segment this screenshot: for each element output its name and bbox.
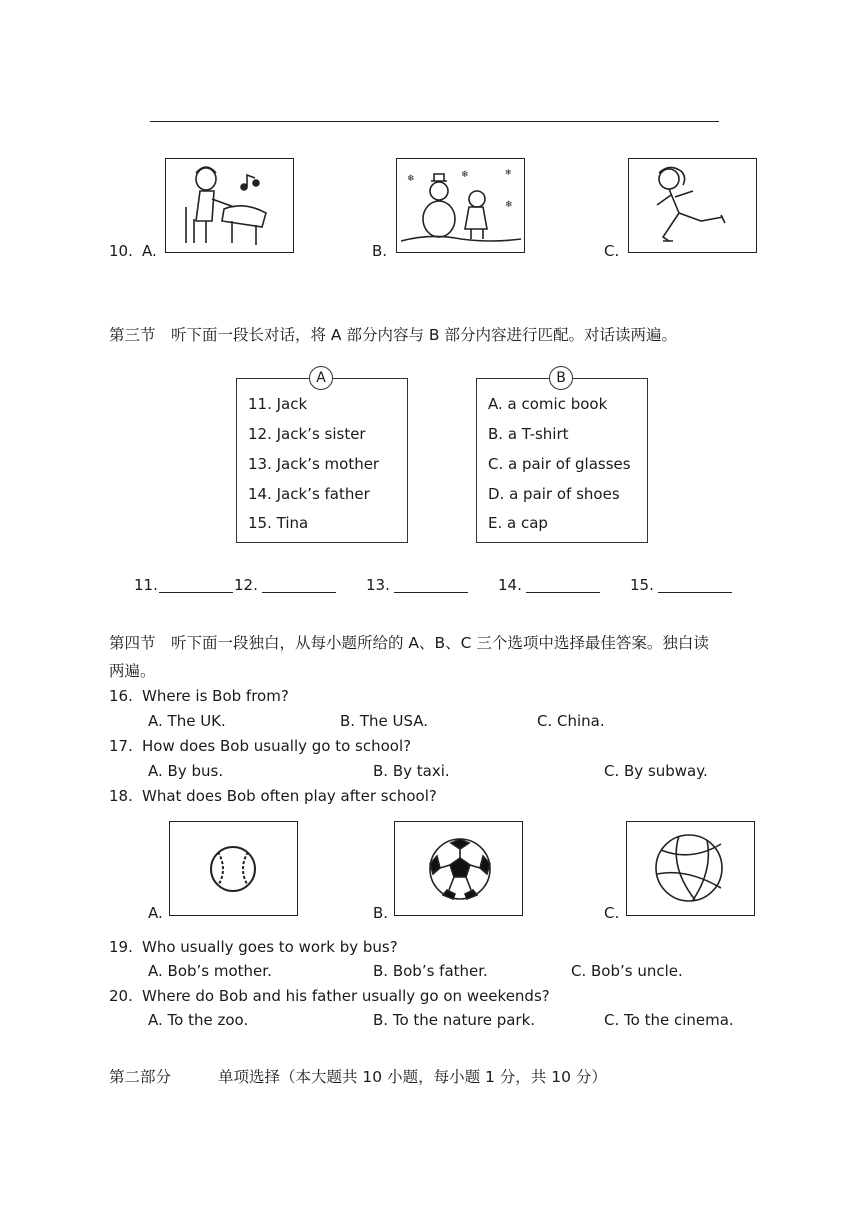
match-box-b bbox=[476, 378, 648, 543]
box-b-item-d: D. a pair of shoes bbox=[488, 485, 620, 503]
answer-12-blank[interactable] bbox=[262, 578, 336, 593]
box-b-item-b: B. a T-shirt bbox=[488, 425, 569, 443]
q18-text: What does Bob often play after school? bbox=[142, 787, 437, 805]
answer-14-label: 14. bbox=[498, 576, 522, 594]
answer-15-label: 15. bbox=[630, 576, 654, 594]
svg-text:❄: ❄ bbox=[505, 168, 512, 177]
baseball-icon bbox=[169, 821, 298, 916]
svg-text:❄: ❄ bbox=[505, 200, 513, 210]
part2-text: 单项选择（本大题共 10 小题，每小题 1 分，共 10 分） bbox=[218, 1068, 607, 1086]
q18-option-c[interactable]: C. bbox=[604, 904, 620, 922]
q17-option-b[interactable]: B. By taxi. bbox=[373, 762, 450, 780]
ice-skating-icon bbox=[628, 158, 757, 253]
top-rule bbox=[150, 121, 719, 122]
box-b-label: B bbox=[549, 366, 573, 390]
svg-text:❄: ❄ bbox=[407, 174, 415, 184]
q20-option-a[interactable]: A. To the zoo. bbox=[148, 1011, 249, 1029]
q10-number: 10. bbox=[109, 242, 133, 260]
section4-heading-line2: 两遍。 bbox=[109, 662, 156, 680]
q17-option-c[interactable]: C. By subway. bbox=[604, 762, 708, 780]
answer-14-blank[interactable] bbox=[526, 578, 600, 593]
answer-13-blank[interactable] bbox=[394, 578, 468, 593]
q10-option-a[interactable]: A. bbox=[142, 242, 157, 260]
box-b-item-e: E. a cap bbox=[488, 514, 548, 532]
q20-number: 20. bbox=[109, 987, 133, 1005]
q17-text: How does Bob usually go to school? bbox=[142, 737, 412, 755]
q18-number: 18. bbox=[109, 787, 133, 805]
snowman-building-icon bbox=[396, 158, 525, 253]
box-a-item-15: 15. Tina bbox=[248, 514, 309, 532]
svg-text:❄: ❄ bbox=[461, 170, 469, 180]
section4-heading-line1: 第四节 听下面一段独白，从每小题所给的 A、B、C 三个选项中选择最佳答案。独白读 bbox=[109, 634, 709, 652]
q17-number: 17. bbox=[109, 737, 133, 755]
q10-option-b[interactable]: B. bbox=[372, 242, 388, 260]
q19-option-c[interactable]: C. Bob’s uncle. bbox=[571, 962, 683, 980]
q16-number: 16. bbox=[109, 687, 133, 705]
q20-option-b[interactable]: B. To the nature park. bbox=[373, 1011, 536, 1029]
q16-text: Where is Bob from? bbox=[142, 687, 289, 705]
answer-13-label: 13. bbox=[366, 576, 390, 594]
q18-option-a[interactable]: A. bbox=[148, 904, 163, 922]
soccer-ball-icon bbox=[394, 821, 523, 916]
basketball-icon bbox=[626, 821, 755, 916]
box-b-item-a: A. a comic book bbox=[488, 395, 608, 413]
box-a-item-14: 14. Jack’s father bbox=[248, 485, 370, 503]
box-b-item-c: C. a pair of glasses bbox=[488, 455, 631, 473]
q16-option-c[interactable]: C. China. bbox=[537, 712, 605, 730]
q19-option-b[interactable]: B. Bob’s father. bbox=[373, 962, 488, 980]
q19-option-a[interactable]: A. Bob’s mother. bbox=[148, 962, 272, 980]
q19-text: Who usually goes to work by bus? bbox=[142, 938, 398, 956]
box-a-item-13: 13. Jack’s mother bbox=[248, 455, 380, 473]
answer-15-blank[interactable] bbox=[658, 578, 732, 593]
q18-option-b[interactable]: B. bbox=[373, 904, 389, 922]
q17-option-a[interactable]: A. By bus. bbox=[148, 762, 224, 780]
q16-option-b[interactable]: B. The USA. bbox=[340, 712, 429, 730]
answer-11-label: 11. bbox=[134, 576, 158, 594]
q20-text: Where do Bob and his father usually go on weekends? bbox=[142, 987, 550, 1005]
q10-option-c[interactable]: C. bbox=[604, 242, 620, 260]
box-a-item-12: 12. Jack’s sister bbox=[248, 425, 366, 443]
box-a-label: A bbox=[309, 366, 333, 390]
section3-heading: 第三节 听下面一段长对话，将 A 部分内容与 B 部分内容进行匹配。对话读两遍。 bbox=[109, 326, 677, 344]
q20-option-c[interactable]: C. To the cinema. bbox=[604, 1011, 734, 1029]
match-box-a bbox=[236, 378, 408, 543]
answer-11-blank[interactable] bbox=[159, 578, 233, 593]
piano-playing-icon bbox=[165, 158, 294, 253]
box-a-item-11: 11. Jack bbox=[248, 395, 308, 413]
part2-title: 第二部分 bbox=[109, 1068, 172, 1086]
q16-option-a[interactable]: A. The UK. bbox=[148, 712, 226, 730]
q19-number: 19. bbox=[109, 938, 133, 956]
answer-12-label: 12. bbox=[234, 576, 258, 594]
